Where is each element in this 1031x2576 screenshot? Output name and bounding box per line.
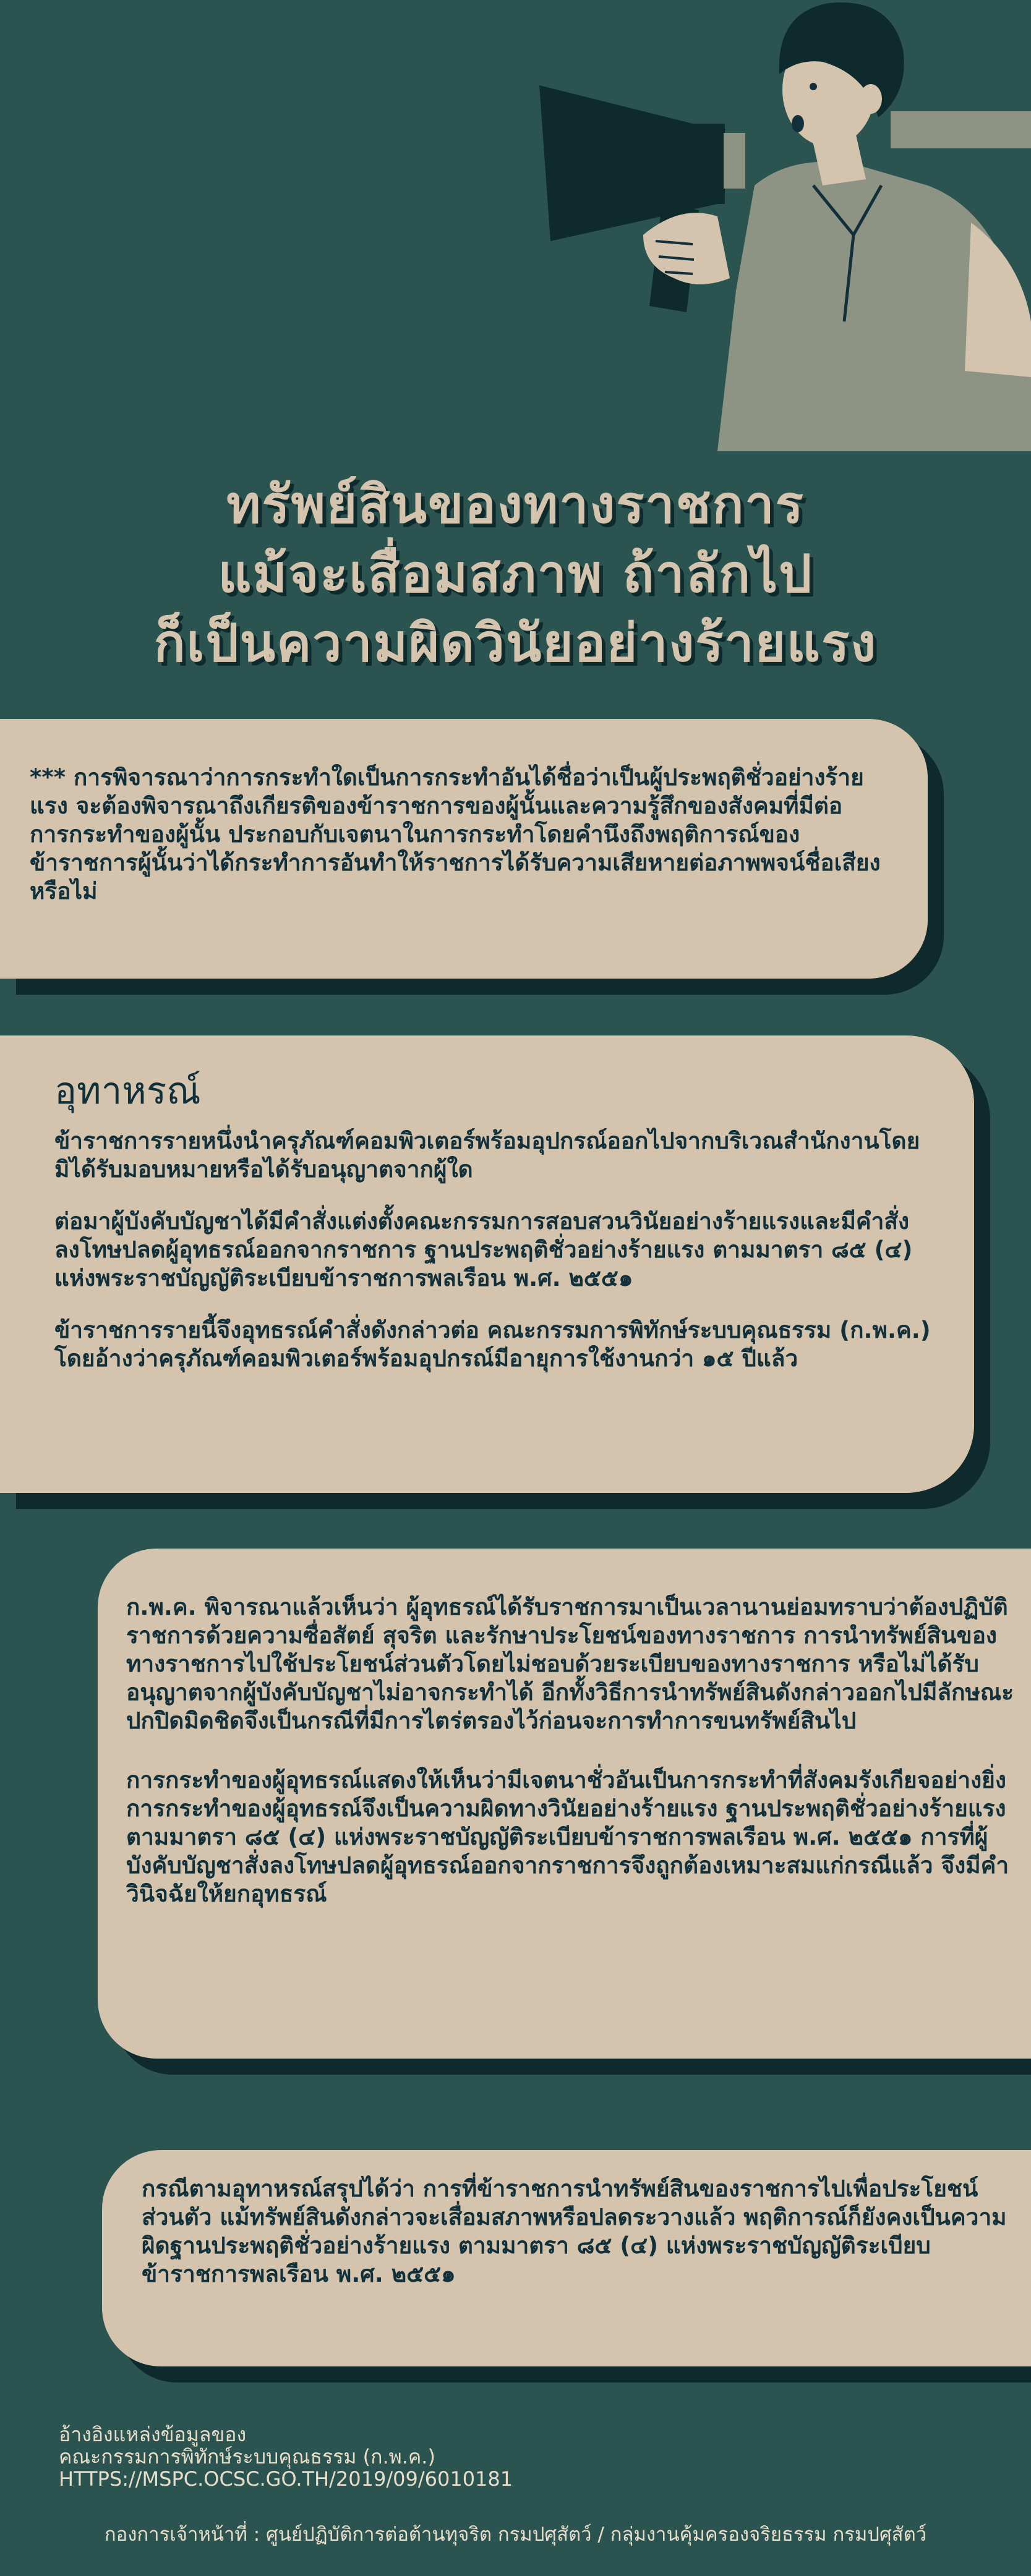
reference-line-2: คณะกรรมการพิทักษ์ระบบคุณธรรม (ก.พ.ค.): [59, 2445, 435, 2468]
decision-card: [98, 1549, 1031, 2059]
title-line-3: ก็เป็นความผิดวินัยอย่างร้ายแรง: [153, 613, 878, 673]
example-card: [0, 1035, 974, 1493]
footer-credit: กองการเจ้าหน้าที่ : ศูนย์ปฏิบัติการต่อต้านทุจริต กรมปศุสัตว์ / กลุ่มงานคุ้มครองจริยธรรม กรมปศุสัตว์: [104, 2523, 927, 2546]
title-line-2: แม้จะเสื่อมสภาพ ถ้าลักไป: [218, 543, 813, 604]
sleeve-shape: [965, 223, 1031, 377]
page-title: [0, 470, 1031, 678]
summary-text: กรณีตามอุทาหรณ์สรุปได้ว่า การที่ข้าราชการนำทรัพย์สินของราชการไปเพื่อประโยชน์ส่วนตัว แม้ทรัพย์สินดังกล่าวจะเสื่อมสภาพหรือปลดระวางแล้ว พฤติการณ์ก็ยังคงเป็นความผิดฐานประพฤติชั่วอย่างร้ายแรง ตามมาตรา ๘๕ (๔) แห่งพระราชบัญญัติระเบียบข้าราชการพลเรือน พ.ศ. ๒๕๕๑: [142, 2175, 1007, 2287]
reference-block: [59, 2423, 513, 2490]
reference-line-1: อ้างอิงแหล่งข้อมูลของ: [59, 2423, 247, 2446]
decision-paragraph-2: การกระทำของผู้อุทธรณ์แสดงให้เห็นว่ามีเจตนาชั่วอันเป็นการกระทำที่สังคมรังเกียจอย่างยิ่ง การกระทำของผู้อุทธรณ์จึงเป็นความผิดทางวินัยอย่างร้ายแรง ฐานประพฤติชั่วอย่างร้ายแรงตามมาตรา ๘๕ (๔) แห่งพระราชบัญญัติระเบียบข้าราชการพลเรือน พ.ศ. ๒๕๕๑ การที่ผู้บังคับบัญชาสั่งลงโทษปลดผู้อุทธรณ์ออกจากราชการจึงถูกต้องเหมาะสมแก่กรณีแล้ว จึงมีคำวินิจฉัยให้ยกอุทธรณ์: [126, 1767, 1009, 1907]
example-paragraph-3: ข้าราชการรายนี้จึงอุทธรณ์คำสั่งดังกล่าวต่อ คณะกรรมการพิทักษ์ระบบคุณธรรม (ก.พ.ค.) โดยอ้างว่าครุภัณฑ์คอมพิวเตอร์พร้อมอุปกรณ์มีอายุการใช้งานกว่า ๑๕ ปีแล้ว: [54, 1317, 931, 1372]
example-paragraph-1: ข้าราชการรายหนึ่งนำครุภัณฑ์คอมพิวเตอร์พร้อมอุปกรณ์ออกไปจากบริเวณสำนักงานโดยมิได้รับมอบหมายหรือได้รับอนุญาตจากผู้ใด: [54, 1128, 920, 1183]
intro-text: *** การพิจารณาว่าการกระทำใดเป็นการกระทำอันได้ชื่อว่าเป็นผู้ประพฤติชั่วอย่างร้ายแรง จะต้องพิจารณาถึงเกียรติของข้าราชการของผู้นั้นและความรู้สึกของสังคมที่มีต่อการกระทำของผู้นั้น ประกอบกับเจตนาในการกระทำโดยคำนึงถึงพฤติการณ์ของข้าราชการผู้นั้นว่าได้กระทำการอันทำให้ราชการได้รับความเสียหายต่อภาพพจน์ชื่อเสียงหรือไม่: [30, 764, 881, 904]
reference-url: HTTPS://MSPC.OCSC.GO.TH/2019/09/6010181: [59, 2467, 513, 2491]
example-heading: อุทาหรณ์: [54, 1069, 201, 1113]
example-paragraph-2: ต่อมาผู้บังคับบัญชาได้มีคำสั่งแต่งตั้งคณะกรรมการสอบสวนวินัยอย่างร้ายแรงและมีคำสั่งลงโทษปลดผู้อุทธรณ์ออกจากราชการ ฐานประพฤติชั่วอย่างร้ายแรง ตามมาตรา ๘๕ (๔) แห่งพระราชบัญญัติระเบียบข้าราชการพลเรือน พ.ศ. ๒๕๕๑: [54, 1208, 913, 1291]
summary-card: [102, 2150, 1031, 2366]
person-with-megaphone-illustration: [532, 0, 1031, 451]
decision-paragraph-1: ก.พ.ค. พิจารณาแล้วเห็นว่า ผู้อุทธรณ์ได้รับราชการมาเป็นเวลานานย่อมทราบว่าต้องปฏิบัติราชการด้วยความซื่อสัตย์ สุจริต และรักษาประโยชน์ของทางราชการ การนำทรัพย์สินของทางราชการไปใช้ประโยชน์ส่วนตัวโดยไม่ชอบด้วยระเบียบของทางราชการ หรือไม่ได้รับอนุญาตจากผู้บังคับบัญชาไม่อาจกระทำได้ อีกทั้งวิธีการนำทรัพย์สินดังกล่าวออกไปมีลักษณะปกปิดมิดชิดจึงเป็นกรณีที่มีการไตร่ตรองไว้ก่อนจะการทำการขนทรัพย์สินไป: [126, 1594, 1014, 1734]
intro-card: [0, 719, 928, 979]
title-line-1: ทรัพย์สินของทางราชการ: [226, 474, 805, 535]
